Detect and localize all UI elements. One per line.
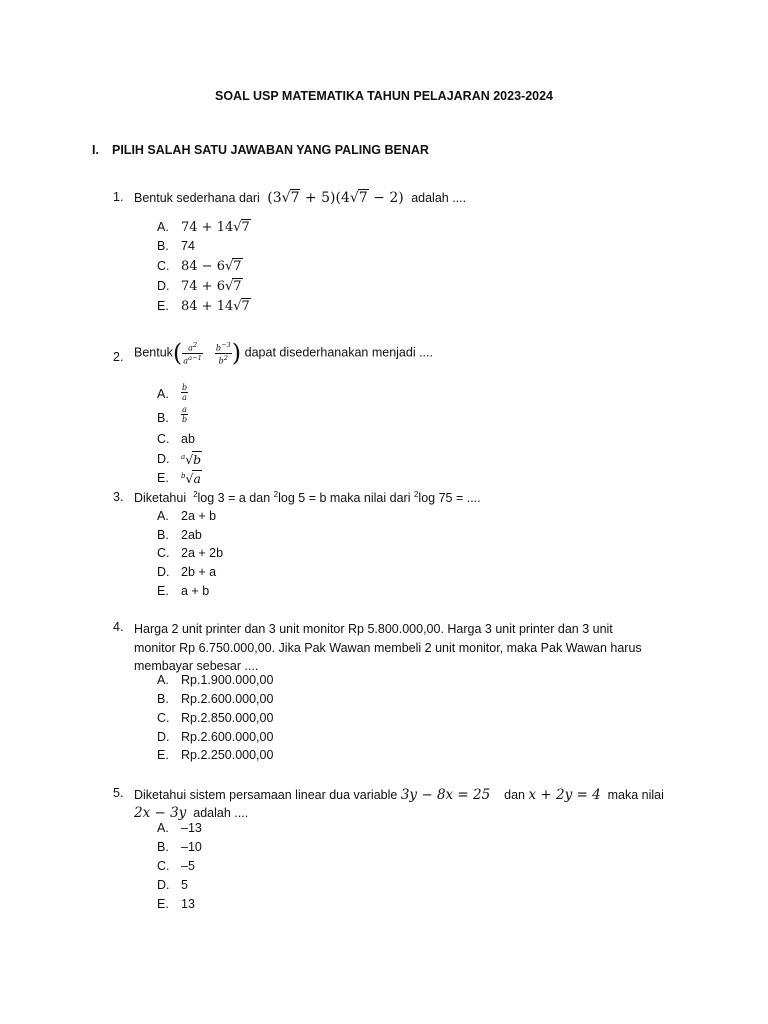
section-number: I. xyxy=(92,143,99,157)
option-value: Rp.2.250.000,00 xyxy=(181,748,274,762)
option-letter: A. xyxy=(157,387,169,401)
option-value: –10 xyxy=(181,840,202,854)
question-prefix: Bentuk xyxy=(134,345,173,360)
log-base: 2 xyxy=(193,490,198,499)
question-text xyxy=(134,620,664,676)
expression: 2x − 3y xyxy=(134,805,187,821)
question-line: Harga 2 unit printer dan 3 unit monitor Rp 5.800.000,00. Harga 3 unit printer dan 3 unit xyxy=(134,622,613,636)
option-value: –13 xyxy=(181,821,202,835)
text-part: Diketahui sistem persamaan linear dua variable xyxy=(134,788,398,802)
question-text xyxy=(134,490,481,505)
text-part: dan xyxy=(504,788,525,802)
question-line: membayar sebesar .... xyxy=(134,659,259,673)
question-number: 4. xyxy=(113,620,124,634)
question-number: 1. xyxy=(113,190,124,204)
question-suffix: adalah .... xyxy=(411,191,467,205)
option-letter: B. xyxy=(157,239,169,253)
option-letter: D. xyxy=(157,279,170,293)
option-value: 5 xyxy=(181,878,188,892)
text-part: log 5 = b maka nilai dari xyxy=(278,491,411,506)
option-letter: B. xyxy=(157,840,169,854)
text-part: Diketahui xyxy=(134,491,187,506)
option-value: Rp.2.600.000,00 xyxy=(181,692,274,706)
option-value: 2b + a xyxy=(181,565,217,579)
text-part: adalah .... xyxy=(193,806,249,820)
option-value: Rp.2.850.000,00 xyxy=(181,711,274,725)
option-letter: B. xyxy=(157,411,169,425)
question-text xyxy=(134,339,433,368)
left-paren: ( xyxy=(172,339,183,368)
option-letter: A. xyxy=(157,509,169,523)
text-part: maka nilai xyxy=(607,788,664,802)
option-letter: D. xyxy=(157,878,170,892)
option-letter: B. xyxy=(157,528,169,542)
text-part: log 3 = a dan xyxy=(197,491,271,506)
option-letter: E. xyxy=(157,897,169,911)
option-value: 74 + 14√7 xyxy=(181,220,250,235)
option-value: 13 xyxy=(181,897,195,911)
option-value: Rp.2.600.000,00 xyxy=(181,730,274,744)
option-letter: A. xyxy=(157,821,169,835)
option-letter: C. xyxy=(157,859,170,873)
option-letter: C. xyxy=(157,259,170,273)
option-letter: E. xyxy=(157,584,169,598)
log-base: 2 xyxy=(273,490,279,499)
page-title: SOAL USP MATEMATIKA TAHUN PELAJARAN 2023-2024 xyxy=(214,89,554,103)
option-value: $\frac{b}{a}$ xyxy=(182,383,188,402)
option-letter: E. xyxy=(157,748,169,762)
equation-2: x + 2y = 4 xyxy=(528,787,601,803)
question-number: 5. xyxy=(113,786,124,800)
question-line xyxy=(134,804,689,822)
option-value: 2a + 2b xyxy=(181,546,224,560)
option-value: $\frac{a}{b}$ xyxy=(182,405,188,424)
fraction-a: $\frac{a^2}{a^{a-1}}$ xyxy=(183,341,202,366)
option-letter: B. xyxy=(157,692,169,706)
option-letter: D. xyxy=(157,730,170,744)
option-letter: A. xyxy=(157,220,169,234)
option-value: Rp.1.900.000,00 xyxy=(181,673,274,687)
option-letter: E. xyxy=(157,299,169,313)
option-value: 2ab xyxy=(181,528,202,542)
option-letter: D. xyxy=(157,452,170,466)
option-value: 84 + 14√7 xyxy=(181,299,250,314)
equation-1: 3y − 8x = 25 xyxy=(400,787,491,803)
option-letter: E. xyxy=(157,471,169,485)
option-value: 74 xyxy=(181,239,195,253)
option-value: 74 + 6√7 xyxy=(181,279,242,294)
option-letter: D. xyxy=(157,565,170,579)
question-number: 3. xyxy=(113,490,124,504)
right-paren: ) xyxy=(231,339,242,368)
text-part: log 75 = .... xyxy=(418,491,481,506)
question-line: monitor Rp 6.750.000,00. Jika Pak Wawan membeli 2 unit monitor, maka Pak Wawan harus xyxy=(134,640,642,655)
option-letter: C. xyxy=(157,711,170,725)
section-label: PILIH SALAH SATU JAWABAN YANG PALING BENAR xyxy=(112,143,429,157)
question-text xyxy=(134,786,689,822)
question-suffix: dapat disederhanakan menjadi .... xyxy=(244,345,433,360)
question-expression: (3√7 + 5)(4√7 − 2) xyxy=(267,190,404,206)
question-prefix: Bentuk sederhana dari xyxy=(134,191,260,205)
option-value: 84 − 6√7 xyxy=(181,259,242,274)
fraction-b: $\frac{b^{-3}}{b^2}$ xyxy=(215,341,231,366)
option-value: $^b$√a xyxy=(181,471,201,486)
option-value: 2a + b xyxy=(181,509,217,523)
option-value: ab xyxy=(181,432,195,446)
option-letter: C. xyxy=(157,546,170,560)
question-number: 2. xyxy=(113,350,124,364)
option-letter: A. xyxy=(157,673,169,687)
question-line xyxy=(134,786,689,804)
option-letter: C. xyxy=(157,432,170,446)
question-text xyxy=(134,190,466,206)
option-value: $^a$√b xyxy=(181,452,202,467)
log-base: 2 xyxy=(413,490,419,499)
option-value: a + b xyxy=(181,584,210,598)
section-heading xyxy=(92,143,429,157)
option-value: –5 xyxy=(181,859,195,873)
